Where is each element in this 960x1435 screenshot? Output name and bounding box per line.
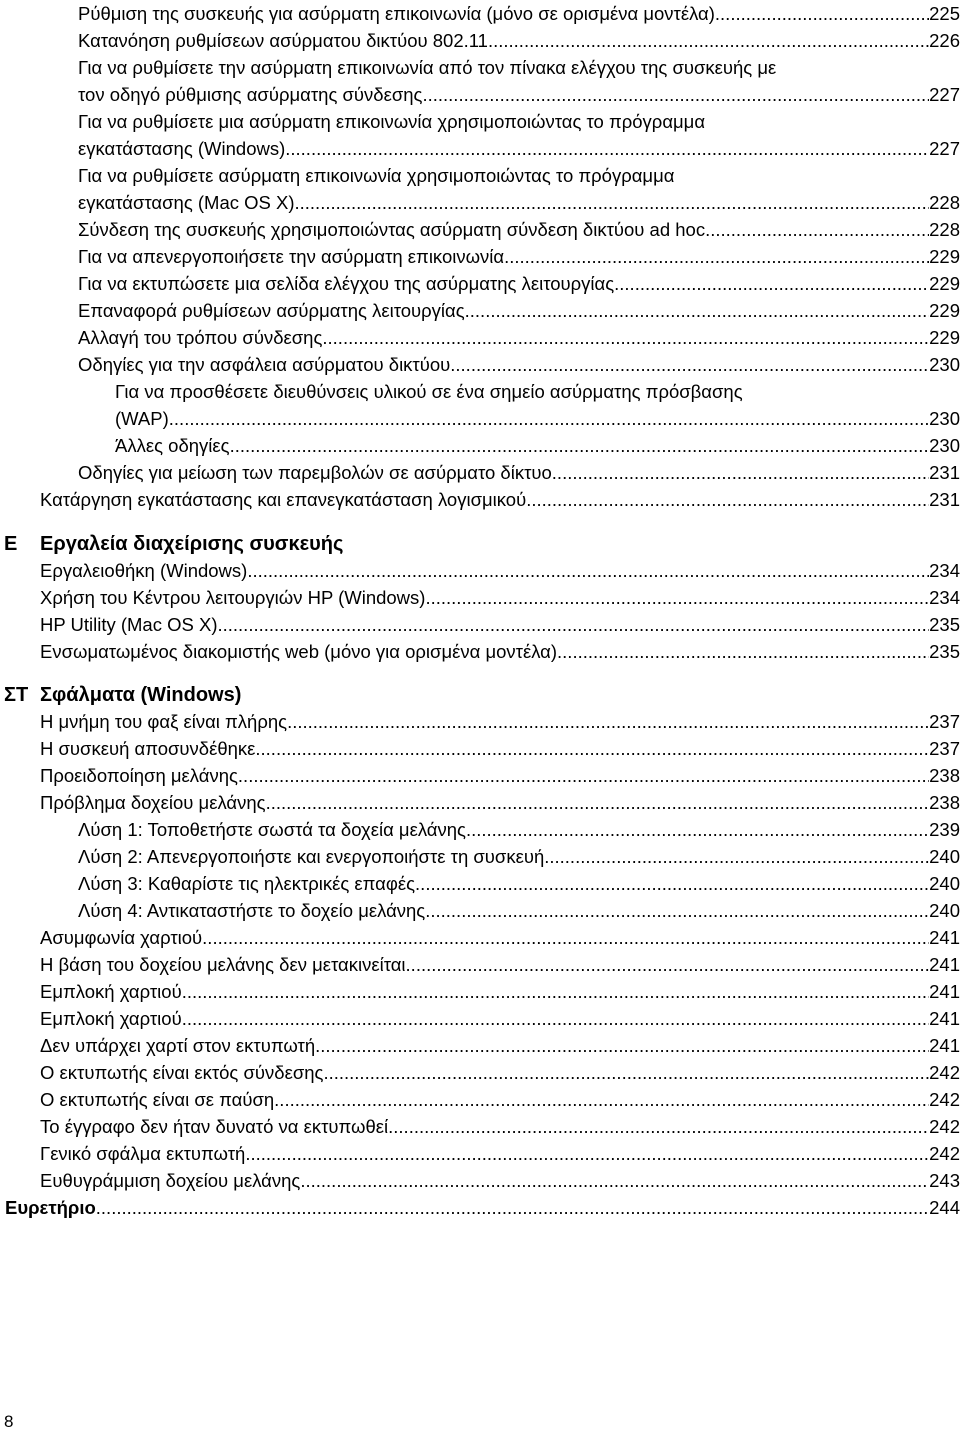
toc-page-number: 229 <box>929 246 960 267</box>
toc-entry[interactable] <box>40 1005 960 1032</box>
dot-leader <box>182 1005 929 1032</box>
toc-entry[interactable] <box>40 1113 960 1140</box>
toc-page-number: 241 <box>929 954 960 975</box>
toc-entry[interactable] <box>78 297 960 324</box>
toc-entry[interactable] <box>78 27 960 54</box>
toc-page-number: 241 <box>929 927 960 948</box>
dot-leader <box>715 0 929 27</box>
toc-entry-text: Ευθυγράμμιση δοχείου μελάνης <box>40 1170 301 1191</box>
toc-entry[interactable] <box>78 351 960 378</box>
toc-entry[interactable] <box>78 816 960 843</box>
dot-leader <box>322 324 929 351</box>
dot-leader <box>450 351 929 378</box>
dot-leader <box>169 405 929 432</box>
toc-entry[interactable] <box>78 189 960 216</box>
dot-leader <box>422 81 929 108</box>
page-number: 8 <box>4 1412 14 1431</box>
toc-page-number: 229 <box>929 273 960 294</box>
toc-entry[interactable] <box>78 270 960 297</box>
toc-entry-text: Πρόβλημα δοχείου μελάνης <box>40 792 266 813</box>
toc-entry-text: Ο εκτυπωτής είναι εκτός σύνδεσης <box>40 1062 324 1083</box>
toc-page-number: 237 <box>929 738 960 759</box>
toc-entry[interactable] <box>40 708 960 735</box>
toc-entry-text: Για να ρυθμίσετε ασύρματη επικοινωνία χρησιμοποιώντας το πρόγραμμα <box>78 165 675 186</box>
toc-entry-text: Κατανόηση ρυθμίσεων ασύρματου δικτύου 802.11 <box>78 30 488 51</box>
dot-leader <box>230 432 930 459</box>
toc-entry-text: τον οδηγό ρύθμισης ασύρματης σύνδεσης <box>78 84 423 105</box>
toc-entry-text: Χρήση του Κέντρου λειτουργιών HP (Windows) <box>40 587 426 608</box>
toc-entry-first-line[interactable] <box>78 162 960 189</box>
dot-leader <box>526 486 929 513</box>
toc-entry-text: Γενικό σφάλμα εκτυπωτή <box>40 1143 246 1164</box>
toc-entry[interactable] <box>78 216 960 243</box>
toc-entry-text: Εργαλειοθήκη (Windows) <box>40 560 248 581</box>
toc-page-number: 230 <box>929 408 960 429</box>
toc-entry-text: Δεν υπάρχει χαρτί στον εκτυπωτή <box>40 1035 316 1056</box>
appendix-letter: E <box>4 533 18 555</box>
toc-entry-text: Ρύθμιση της συσκευής για ασύρματη επικοινωνία (μόνο σε ορισμένα μοντέλα) <box>78 3 715 24</box>
toc-entry-text: Λύση 3: Καθαρίστε τις ηλεκτρικές επαφές <box>78 873 416 894</box>
toc-entry-text: εγκατάστασης (Mac OS X) <box>78 192 295 213</box>
toc-page-number: 230 <box>929 354 960 375</box>
toc-page-number: 241 <box>929 1035 960 1056</box>
toc-entry[interactable] <box>40 1086 960 1113</box>
toc-entry-text: (WAP) <box>115 408 169 429</box>
dot-leader <box>323 1059 929 1086</box>
toc-entry[interactable] <box>40 735 960 762</box>
toc-entry-text: Οδηγίες για την ασφάλεια ασύρματου δικτύου <box>78 354 451 375</box>
toc-page-number: 240 <box>929 846 960 867</box>
toc-entry-text: Η βάση του δοχείου μελάνης δεν μετακινείται <box>40 954 406 975</box>
toc-entry-text: Ενσωματωμένος διακομιστής web (μόνο για ορισμένα μοντέλα) <box>40 641 558 662</box>
toc-entry-text: Λύση 2: Απενεργοποιήστε και ενεργοποιήστε τη συσκευή <box>78 846 545 867</box>
section-heading[interactable]: Σφάλματα (Windows) <box>40 684 242 706</box>
toc-page-number: 237 <box>929 711 960 732</box>
toc-entry[interactable] <box>78 135 960 162</box>
toc-entry[interactable] <box>40 1167 960 1194</box>
dot-leader <box>614 270 929 297</box>
toc-entry-text: Εμπλοκή χαρτιού <box>40 981 182 1002</box>
toc-entry[interactable] <box>40 978 960 1005</box>
toc-entry[interactable] <box>40 1140 960 1167</box>
dot-leader <box>557 638 929 665</box>
toc-page-number: 240 <box>929 873 960 894</box>
dot-leader <box>504 243 929 270</box>
dot-leader <box>202 924 929 951</box>
toc-page-number: 240 <box>929 900 960 921</box>
appendix-letter: ΣΤ <box>4 684 29 706</box>
toc-page-number: 229 <box>929 300 960 321</box>
dot-leader <box>488 27 929 54</box>
toc-page-number: 228 <box>929 219 960 240</box>
dot-leader <box>388 1113 929 1140</box>
toc-page-number: 229 <box>929 327 960 348</box>
toc-page-number: 234 <box>929 560 960 581</box>
toc-entry[interactable] <box>78 870 960 897</box>
toc-page-number: 225 <box>929 3 960 24</box>
toc-entry[interactable] <box>78 897 960 924</box>
toc-entry-first-line[interactable] <box>78 54 960 81</box>
toc-entry[interactable] <box>40 924 960 951</box>
dot-leader <box>238 762 929 789</box>
toc-entry[interactable] <box>78 843 960 870</box>
toc-entry-text: Η συσκευή αποσυνδέθηκε <box>40 738 256 759</box>
toc-entry[interactable] <box>40 789 960 816</box>
dot-leader <box>705 216 929 243</box>
toc-page-number: 242 <box>929 1116 960 1137</box>
dot-leader <box>245 1140 929 1167</box>
dot-leader <box>552 459 929 486</box>
dot-leader <box>255 735 929 762</box>
dot-leader <box>96 1194 929 1221</box>
toc-entry[interactable] <box>40 638 960 665</box>
toc-entry[interactable] <box>78 324 960 351</box>
toc-entry[interactable] <box>40 762 960 789</box>
section-heading[interactable]: Εργαλεία διαχείρισης συσκευής <box>40 533 344 555</box>
toc-entry[interactable] <box>40 557 960 584</box>
dot-leader <box>285 135 929 162</box>
toc-page-number: 234 <box>929 587 960 608</box>
toc-entry[interactable] <box>40 584 960 611</box>
dot-leader <box>465 297 929 324</box>
toc-page-number: 228 <box>929 192 960 213</box>
toc-entry[interactable] <box>115 405 960 432</box>
toc-entry[interactable] <box>40 951 960 978</box>
toc-entry[interactable] <box>78 243 960 270</box>
toc-page-number: 244 <box>929 1197 960 1218</box>
toc-entry-text: Επαναφορά ρυθμίσεων ασύρματης λειτουργίας <box>78 300 465 321</box>
dot-leader <box>415 870 929 897</box>
toc-page-number: 241 <box>929 981 960 1002</box>
dot-leader <box>295 189 930 216</box>
toc-page-number: 238 <box>929 765 960 786</box>
toc-entry-text: Ο εκτυπωτής είναι σε παύση <box>40 1089 275 1110</box>
dot-leader <box>217 611 929 638</box>
toc-entry-text: Για να ρυθμίσετε μια ασύρματη επικοινωνία χρησιμοποιώντας το πρόγραμμα <box>78 111 706 132</box>
toc-entry-text: Σύνδεση της συσκευής χρησιμοποιώντας ασύρματη σύνδεση δικτύου ad hoc <box>78 219 706 240</box>
toc-page-number: 226 <box>929 30 960 51</box>
toc-entry-text: εγκατάστασης (Windows) <box>78 138 286 159</box>
toc-page-number: 239 <box>929 819 960 840</box>
toc-entry-text: Οδηγίες για μείωση των παρεμβολών σε ασύρματο δίκτυο <box>78 462 552 483</box>
toc-entry-text: Κατάργηση εγκατάστασης και επανεγκατάσταση λογισμικού <box>40 489 527 510</box>
toc-entry-text: Για να απενεργοποιήσετε την ασύρματη επικοινωνία <box>78 246 505 267</box>
toc-entry[interactable] <box>40 1059 960 1086</box>
toc-page-number: 242 <box>929 1143 960 1164</box>
toc-page-number: 242 <box>929 1062 960 1083</box>
toc-entry-text: Ευρετήριο <box>5 1197 96 1218</box>
toc-entry-text: Για να εκτυπώσετε μια σελίδα ελέγχου της ασύρματης λειτουργίας <box>78 273 615 294</box>
toc-entry[interactable] <box>78 0 960 27</box>
toc-entry[interactable] <box>40 611 960 638</box>
toc-page-number: 243 <box>929 1170 960 1191</box>
toc-entry-text: Λύση 1: Τοποθετήστε σωστά τα δοχεία μελάνης <box>78 819 466 840</box>
toc-entry[interactable] <box>115 432 960 459</box>
toc-page-number: 242 <box>929 1089 960 1110</box>
dot-leader <box>274 1086 929 1113</box>
toc-entry-index[interactable] <box>5 1194 960 1221</box>
dot-leader <box>406 951 930 978</box>
toc-entry-text: Η μνήμη του φαξ είναι πλήρης <box>40 711 288 732</box>
toc-entry[interactable] <box>40 486 960 513</box>
dot-leader <box>287 708 929 735</box>
dot-leader <box>315 1032 929 1059</box>
dot-leader <box>182 978 929 1005</box>
dot-leader <box>425 897 929 924</box>
toc-page-number: 235 <box>929 614 960 635</box>
dot-leader <box>425 584 929 611</box>
toc-page-number: 227 <box>929 138 960 159</box>
dot-leader <box>300 1167 929 1194</box>
toc-page-number: 231 <box>929 462 960 483</box>
toc-page-number: 227 <box>929 84 960 105</box>
toc-entry-text: Το έγγραφο δεν ήταν δυνατό να εκτυπωθεί <box>40 1116 389 1137</box>
toc-page-number: 238 <box>929 792 960 813</box>
toc-entry-text: Αλλαγή του τρόπου σύνδεσης <box>78 327 323 348</box>
toc-entry-text: HP Utility (Mac OS X) <box>40 614 218 635</box>
toc-entry-text: Λύση 4: Αντικαταστήστε το δοχείο μελάνης <box>78 900 426 921</box>
toc-entry-text: Άλλες οδηγίες <box>115 435 230 456</box>
toc-entry-first-line[interactable] <box>115 378 960 405</box>
toc-page-number: 241 <box>929 1008 960 1029</box>
dot-leader <box>247 557 929 584</box>
toc-entry-text: Για να ρυθμίσετε την ασύρματη επικοινωνία από τον πίνακα ελέγχου της συσκευής με <box>78 57 777 78</box>
toc-page-number: 231 <box>929 489 960 510</box>
toc-entry[interactable] <box>78 81 960 108</box>
dot-leader <box>466 816 929 843</box>
toc-entry-text: Ασυμφωνία χαρτιού <box>40 927 203 948</box>
toc-entry-text: Εμπλοκή χαρτιού <box>40 1008 182 1029</box>
dot-leader <box>544 843 929 870</box>
toc-entry[interactable] <box>78 459 960 486</box>
toc-page-number: 235 <box>929 641 960 662</box>
toc-entry-text: Προειδοποίηση μελάνης <box>40 765 238 786</box>
toc-page-number: 230 <box>929 435 960 456</box>
toc-entry-first-line[interactable] <box>78 108 960 135</box>
toc-entry[interactable] <box>40 1032 960 1059</box>
dot-leader <box>266 789 930 816</box>
toc-entry-text: Για να προσθέσετε διευθύνσεις υλικού σε ένα σημείο ασύρματης πρόσβασης <box>115 381 743 402</box>
